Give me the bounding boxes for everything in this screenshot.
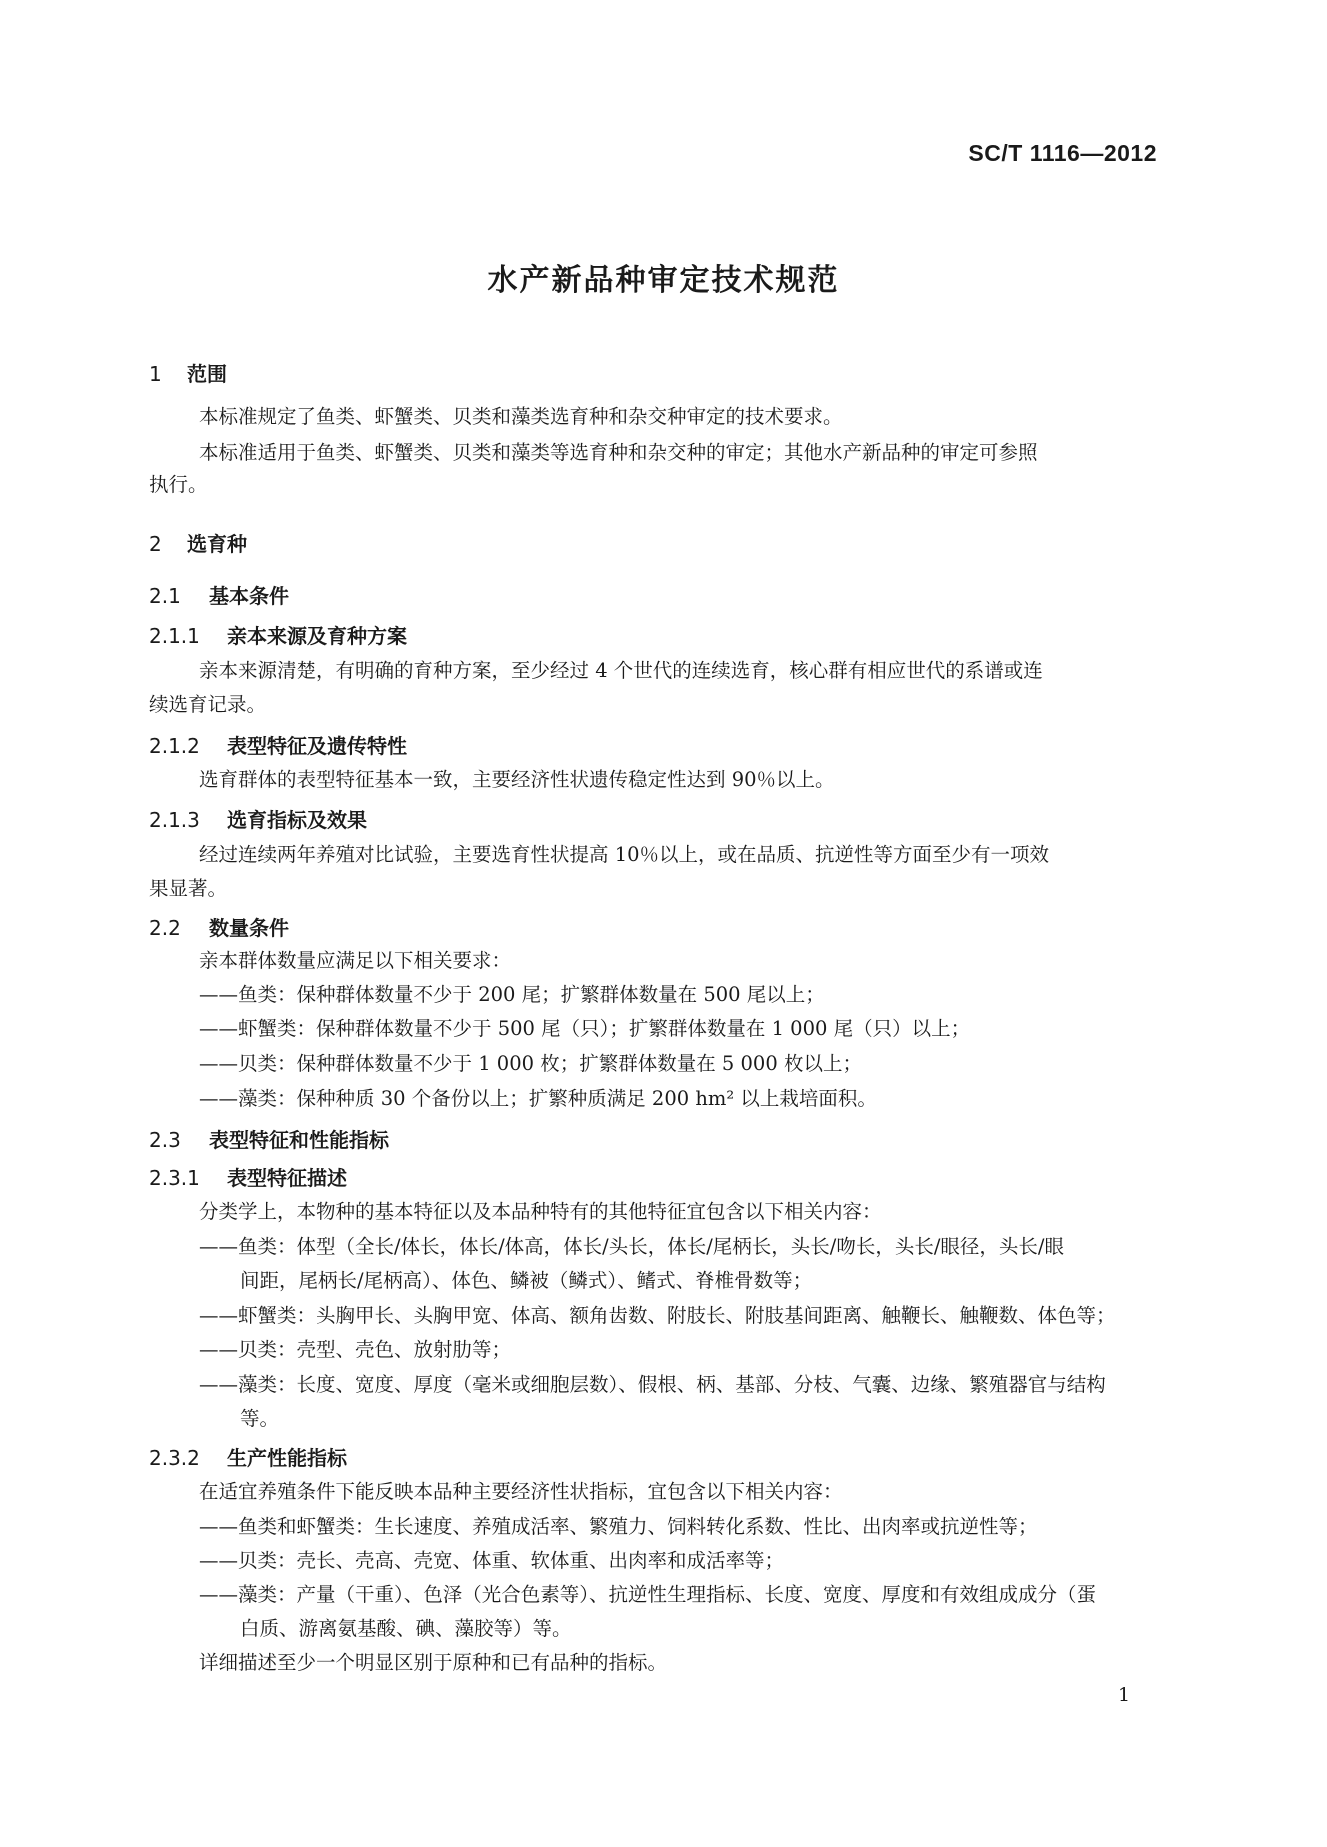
section-title: 数量条件 [209, 916, 289, 940]
list-item: ——虾蟹类：头胸甲长、头胸甲宽、体高、额角齿数、附肢长、附肢基间距离、触鞭长、触鞭数、体色等； [199, 1304, 1116, 1327]
list-item: ——虾蟹类：保种群体数量不少于 500 尾（只）；扩繁群体数量在 1 000 尾（只）以上； [199, 1017, 971, 1040]
list-item: ——贝类：壳长、壳高、壳宽、体重、软体重、出肉率和成活率等； [199, 1549, 785, 1572]
paragraph-continuation: 执行。 [149, 473, 208, 496]
section-title: 亲本来源及育种方案 [227, 624, 407, 648]
list-item: ——藻类：产量（干重）、色泽（光合色素等）、抗逆性生理指标、长度、宽度、厚度和有效组成成分（蛋 [199, 1583, 1097, 1606]
paragraph: 在适宜养殖条件下能反映本品种主要经济性状指标，宜包含以下相关内容： [199, 1480, 843, 1503]
paragraph: 分类学上，本物种的基本特征以及本品种特有的其他特征宜包含以下相关内容： [199, 1200, 882, 1223]
document-title: 水产新品种审定技术规范 [487, 263, 840, 298]
section-number: 2.1.2 [149, 734, 200, 758]
section-number: 2.3 [149, 1128, 181, 1152]
section-number: 2 [149, 532, 162, 556]
section-number: 2.3.2 [149, 1446, 200, 1470]
section-title: 表型特征及遗传特性 [227, 734, 407, 758]
section-number: 2.1.3 [149, 808, 200, 832]
section-title: 选育指标及效果 [227, 808, 367, 832]
section-title: 选育种 [187, 532, 247, 556]
paragraph: 经过连续两年养殖对比试验，主要选育性状提高 10％以上，或在品质、抗逆性等方面至少有一项效 [199, 843, 1050, 866]
paragraph-continuation: 果显著。 [149, 877, 228, 900]
list-item: ——贝类：壳型、壳色、放射肋等； [199, 1338, 512, 1361]
section-2-3-1-heading [149, 1162, 347, 1191]
section-number: 2.1.1 [149, 624, 200, 648]
list-item: ——鱼类：体型（全长/体长，体长/体高，体长/头长，体长/尾柄长，头长/吻长，头长/眼径，头长/眼 [199, 1235, 1064, 1258]
section-title: 基本条件 [209, 584, 289, 608]
section-1-heading [149, 358, 227, 387]
section-2-1-heading [149, 580, 289, 609]
paragraph: 详细描述至少一个明显区别于原种和已有品种的指标。 [199, 1651, 668, 1674]
section-2-heading [149, 528, 247, 557]
section-number: 2.1 [149, 584, 181, 608]
section-2-1-2-heading [149, 730, 407, 759]
section-title: 生产性能指标 [227, 1446, 347, 1470]
page-number: 1 [1118, 1684, 1131, 1706]
paragraph: 亲本来源清楚，有明确的育种方案，至少经过 4 个世代的连续选育，核心群有相应世代的系谱或连 [199, 659, 1043, 682]
list-item: ——藻类：保种种质 30 个备份以上；扩繁种质满足 200 hm² 以上栽培面积。 [199, 1087, 877, 1110]
section-title: 表型特征和性能指标 [209, 1128, 389, 1152]
paragraph: 选育群体的表型特征基本一致，主要经济性状遗传稳定性达到 90％以上。 [199, 768, 835, 791]
section-title: 范围 [187, 362, 227, 386]
section-2-2-heading [149, 912, 289, 941]
section-number: 1 [149, 362, 162, 386]
standard-code: SC/T 1116—2012 [968, 140, 1157, 166]
list-item-continuation: 间距，尾柄长/尾柄高）、体色、鳞被（鳞式）、鳍式、脊椎骨数等； [240, 1269, 813, 1292]
section-title: 表型特征描述 [227, 1166, 347, 1190]
section-number: 2.2 [149, 916, 181, 940]
paragraph-continuation: 续选育记录。 [149, 693, 267, 716]
section-2-1-1-heading [149, 620, 407, 649]
section-2-1-3-heading [149, 804, 367, 833]
section-2-3-heading [149, 1124, 389, 1153]
paragraph: 本标准适用于鱼类、虾蟹类、贝类和藻类等选育种和杂交种的审定；其他水产新品种的审定可参照 [199, 441, 1038, 464]
list-item: ——鱼类：保种群体数量不少于 200 尾；扩繁群体数量在 500 尾以上； [199, 983, 825, 1006]
section-2-3-2-heading [149, 1442, 347, 1471]
list-item: ——贝类：保种群体数量不少于 1 000 枚；扩繁群体数量在 5 000 枚以上； [199, 1052, 862, 1075]
section-number: 2.3.1 [149, 1166, 200, 1190]
list-item: ——藻类：长度、宽度、厚度（毫米或细胞层数）、假根、柄、基部、分枝、气囊、边缘、繁殖器官与结构 [199, 1373, 1106, 1396]
paragraph: 亲本群体数量应满足以下相关要求： [199, 949, 512, 972]
list-item-continuation: 等。 [240, 1407, 280, 1430]
paragraph: 本标准规定了鱼类、虾蟹类、贝类和藻类选育种和杂交种审定的技术要求。 [199, 405, 843, 428]
list-item: ——鱼类和虾蟹类：生长速度、养殖成活率、繁殖力、饲料转化系数、性比、出肉率或抗逆性等； [199, 1515, 1038, 1538]
list-item-continuation: 白质、游离氨基酸、碘、藻胶等）等。 [240, 1617, 572, 1640]
